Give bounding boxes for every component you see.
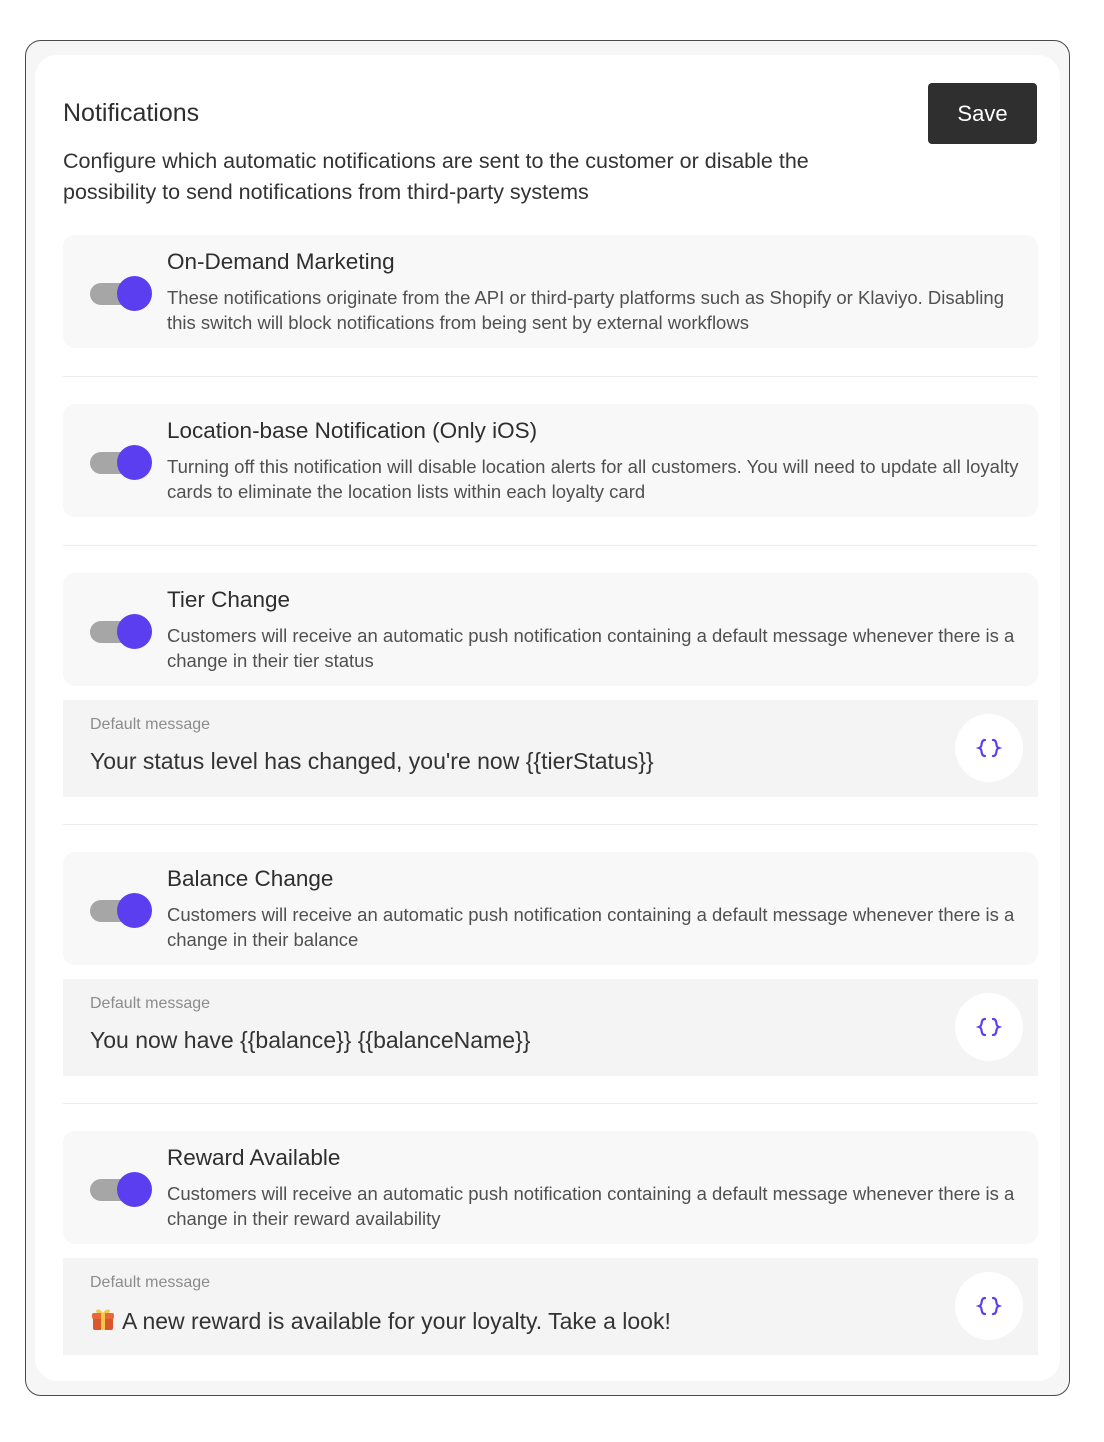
curly-braces-icon: [976, 1295, 1002, 1317]
insert-variable-button[interactable]: [955, 1272, 1023, 1340]
section-description: Turning off this notification will disable location alerts for all customers. You will need to update all loyalty cards to eliminate the location lists within each loyalty card: [167, 456, 1019, 502]
default-message-value[interactable]: You now have {{balance}} {{balanceName}}: [90, 1027, 531, 1053]
section-tier-change: [63, 573, 1038, 686]
gift-icon: [90, 1306, 116, 1332]
section-title: Balance Change: [167, 866, 334, 891]
notifications-card: [35, 55, 1060, 1381]
balance-change-default-message[interactable]: [63, 979, 1038, 1076]
save-button[interactable]: Save: [928, 83, 1037, 144]
default-message-value: A new reward is available for your loyalty. Take a look!: [122, 1308, 671, 1334]
tier-change-toggle[interactable]: [90, 613, 154, 649]
insert-variable-button[interactable]: [955, 993, 1023, 1061]
default-message-row[interactable]: [90, 1306, 671, 1335]
location-notification-toggle[interactable]: [90, 444, 154, 480]
reward-available-default-message[interactable]: [63, 1258, 1038, 1355]
curly-braces-icon: [976, 1016, 1002, 1038]
default-message-label: Default message: [90, 1274, 211, 1291]
section-title: On-Demand Marketing: [167, 249, 395, 274]
divider: [63, 824, 1038, 825]
section-title: Reward Available: [167, 1145, 341, 1170]
reward-available-toggle[interactable]: [90, 1171, 154, 1207]
divider: [63, 1103, 1038, 1104]
section-description: Customers will receive an automatic push notification containing a default message whenever there is a change in their reward availability: [167, 1183, 1015, 1229]
section-description: These notifications originate from the API or third-party platforms such as Shopify or Klaviyo. Disabling this switch will block notifications from being sent by external workflows: [167, 287, 1004, 333]
curly-braces-icon: [976, 737, 1002, 759]
section-description: Customers will receive an automatic push notification containing a default message whenever there is a change in their balance: [167, 904, 1015, 950]
default-message-label: Default message: [90, 995, 211, 1012]
section-balance-change: [63, 852, 1038, 965]
section-on-demand-marketing: [63, 235, 1038, 348]
page-description: Configure which automatic notifications are sent to the customer or disable the possibility to send notifications from third-party systems: [63, 149, 809, 204]
page-title: Notifications: [63, 99, 200, 127]
on-demand-marketing-toggle[interactable]: [90, 275, 154, 311]
default-message-value[interactable]: Your status level has changed, you're now {{tierStatus}}: [90, 748, 654, 774]
balance-change-toggle[interactable]: [90, 892, 154, 928]
divider: [63, 376, 1038, 377]
section-reward-available: [63, 1131, 1038, 1244]
insert-variable-button[interactable]: [955, 714, 1023, 782]
divider: [63, 545, 1038, 546]
section-location-notification: [63, 404, 1038, 517]
default-message-label: Default message: [90, 716, 211, 733]
window-frame: [25, 40, 1070, 1396]
section-title: Tier Change: [167, 587, 290, 612]
section-description: Customers will receive an automatic push notification containing a default message whenever there is a change in their tier status: [167, 625, 1015, 671]
section-title: Location-base Notification (Only iOS): [167, 418, 538, 443]
tier-change-default-message[interactable]: [63, 700, 1038, 797]
